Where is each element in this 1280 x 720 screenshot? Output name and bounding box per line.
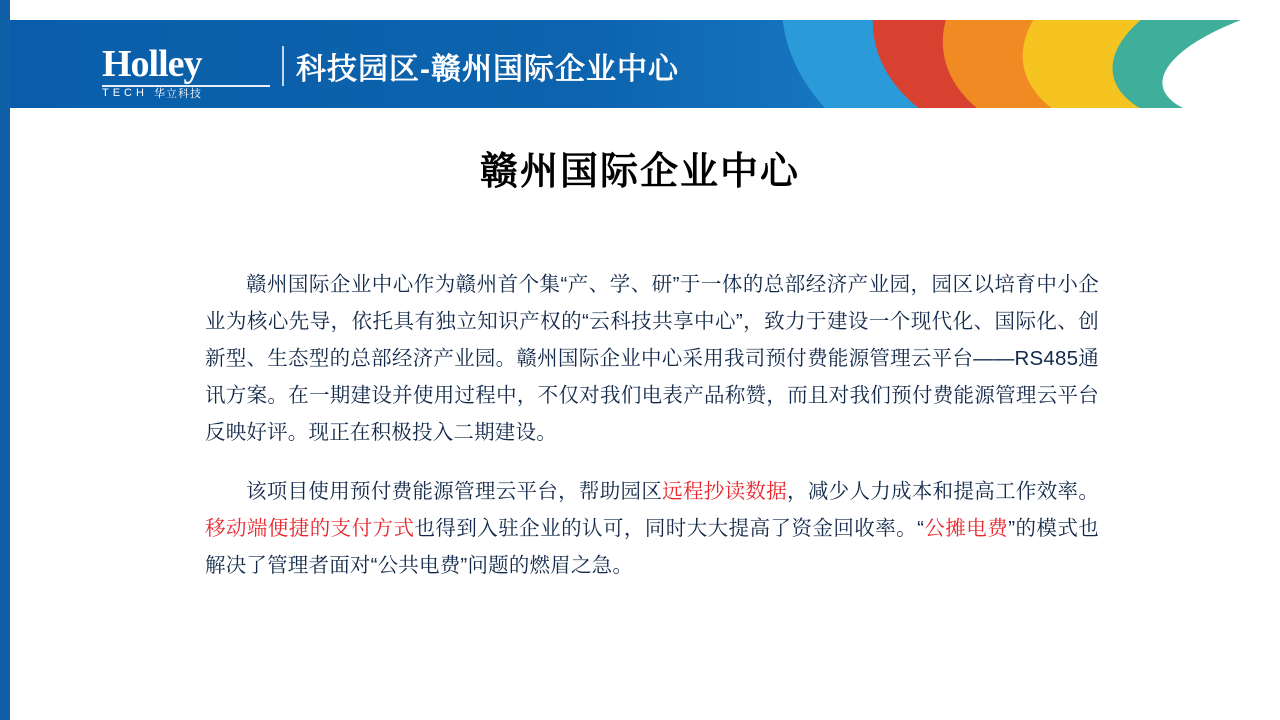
left-accent-bar [0, 0, 10, 720]
logo-tech-label: TECH [102, 87, 148, 99]
paragraph-2 [205, 473, 1099, 584]
logo-subtext [102, 85, 272, 101]
logo-wordmark: Holley [102, 43, 202, 85]
body-text: 赣州国际企业中心作为赣州首个集“产、学、研”于一体的总部经济产业园，园区以培育中小企业为核心先导，依托具有独立知识产权的“云科技共享中心”，致力于建设一个现代化、国际化、创新型、生态型的总部经济产业园。赣州国际企业中心采用我司预付费能源管理云平台——RS485通讯方案。在一期建设并使用过程中，不仅对我们电表产品称赞，而且对我们预付费能源管理云平台反映好评。现正在积极投入二期建设。 [205, 273, 1099, 444]
paragraph-1 [205, 266, 1099, 451]
logo-cn-label: 华立科技 [153, 88, 202, 100]
highlight-text: 移动端便捷的支付方式 [205, 517, 415, 540]
body-text: 该项目使用预付费能源管理云平台，帮助园区 [246, 480, 663, 503]
slide-body [205, 266, 1099, 584]
slide-footer-space [0, 640, 1280, 720]
body-text: ”的模式也解决了管理者面对“公共电费”问题的燃眉之急。 [205, 517, 1099, 577]
company-logo [102, 44, 272, 102]
logo-underline [102, 85, 270, 87]
slide-header [10, 20, 1280, 108]
header-divider [282, 46, 284, 86]
body-text: ，减少人力成本和提高工作效率。 [787, 480, 1100, 503]
highlight-text: 远程抄读数据 [662, 480, 788, 503]
highlight-text: 公摊电费 [924, 517, 1009, 540]
body-text: 也得到入驻企业的认可，同时大大提高了资金回收率。“ [414, 517, 925, 540]
page-title: 赣州国际企业中心 [479, 151, 800, 193]
header-title: 科技园区-赣州国际企业中心 [296, 53, 679, 86]
